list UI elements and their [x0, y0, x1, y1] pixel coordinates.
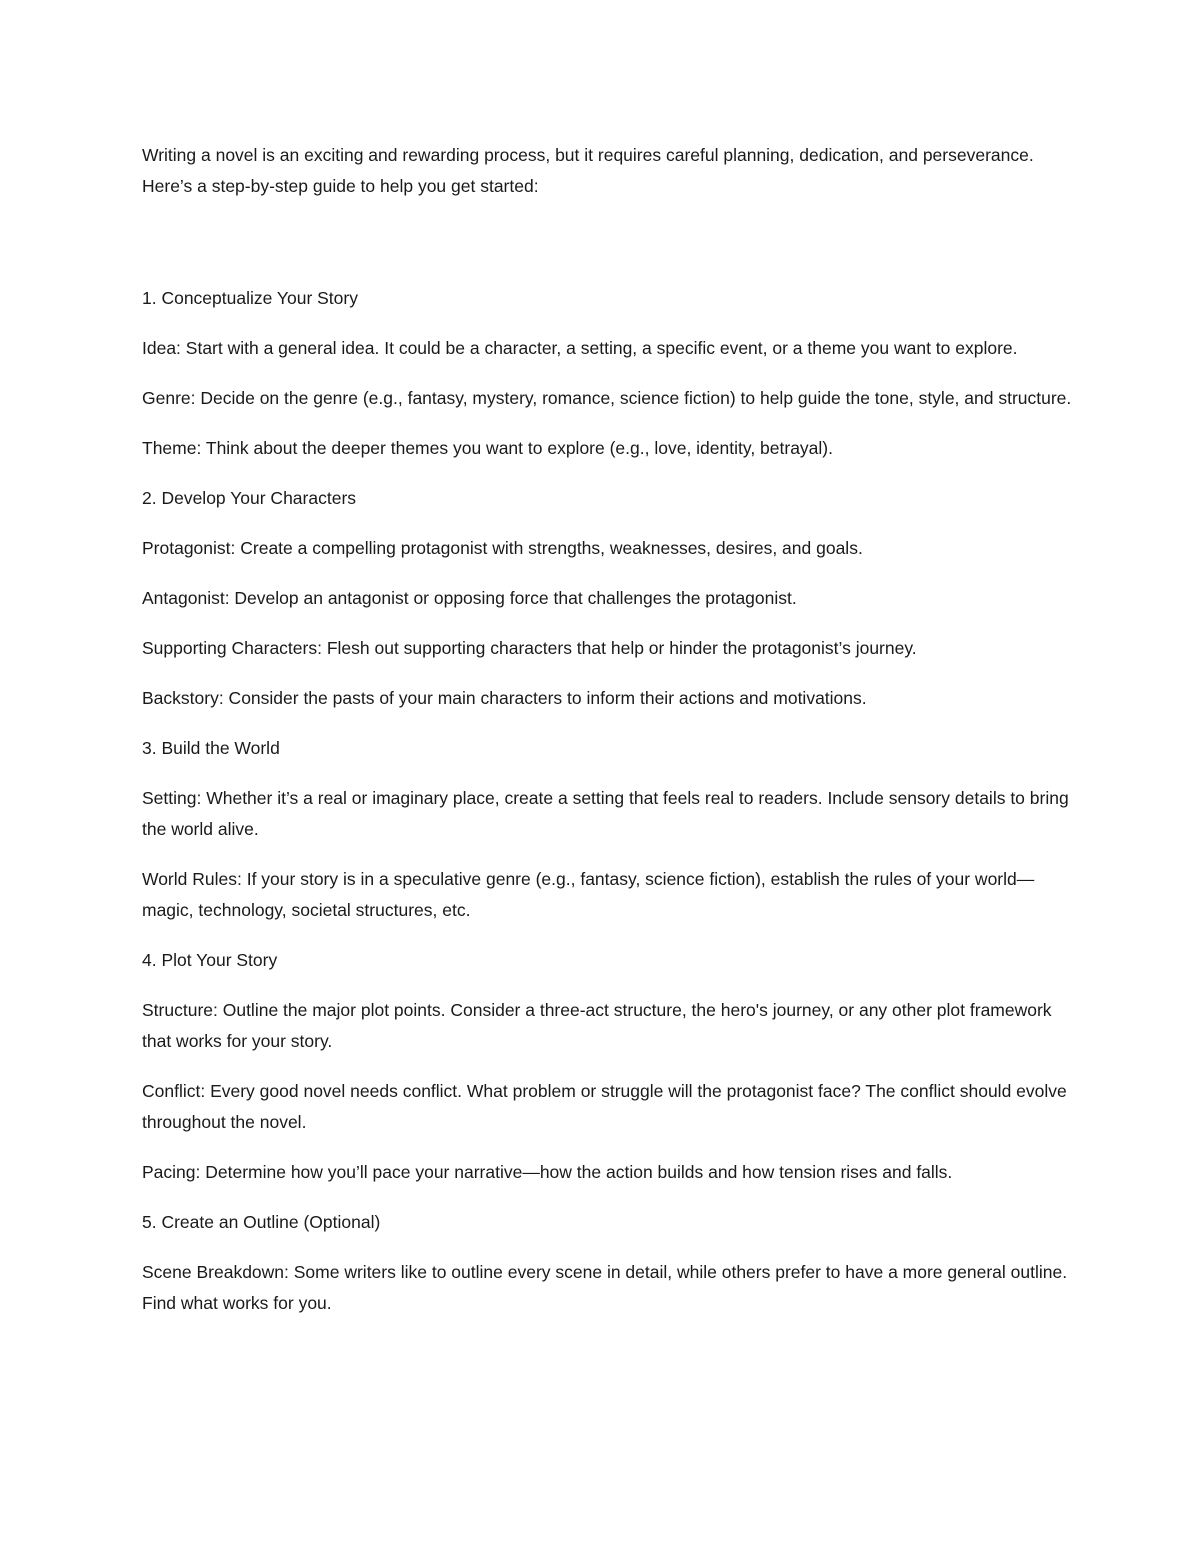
- paragraph-pacing: Pacing: Determine how you’ll pace your narrative—how the action builds and how tension rises and falls.: [142, 1162, 953, 1182]
- paragraph-idea: Idea: Start with a general idea. It could be a character, a setting, a specific event, or a theme you want to explore.: [142, 338, 1018, 358]
- paragraph-conflict: Conflict: Every good novel needs conflict. What problem or struggle will the protagonist face? The conflict should evolve throughout the novel.: [142, 1081, 1067, 1132]
- paragraph-backstory: Backstory: Consider the pasts of your main characters to inform their actions and motivations.: [142, 688, 867, 708]
- paragraph-supporting-characters: Supporting Characters: Flesh out supporting characters that help or hinder the protagonist’s journey.: [142, 638, 917, 658]
- section-heading-conceptualize: 1. Conceptualize Your Story: [142, 288, 358, 308]
- document-body: [142, 140, 1072, 1338]
- paragraph-protagonist: Protagonist: Create a compelling protagonist with strengths, weaknesses, desires, and goals.: [142, 538, 863, 558]
- paragraph-setting: Setting: Whether it’s a real or imaginary place, create a setting that feels real to readers. Include sensory details to bring the world alive.: [142, 788, 1069, 839]
- section-heading-characters: 2. Develop Your Characters: [142, 488, 357, 508]
- paragraph-scene-breakdown: Scene Breakdown: Some writers like to outline every scene in detail, while others prefer to have a more general outline. Find what works for you.: [142, 1262, 1068, 1313]
- paragraph-theme: Theme: Think about the deeper themes you want to explore (e.g., love, identity, betrayal).: [142, 438, 833, 458]
- section-heading-outline: 5. Create an Outline (Optional): [142, 1212, 381, 1232]
- paragraph-genre: Genre: Decide on the genre (e.g., fantasy, mystery, romance, science fiction) to help guide the tone, style, and structure.: [142, 388, 1072, 408]
- paragraph-antagonist: Antagonist: Develop an antagonist or opposing force that challenges the protagonist.: [142, 588, 797, 608]
- intro-paragraph: Writing a novel is an exciting and rewarding process, but it requires careful planning, dedication, and perseverance. Here’s a step-by-step guide to help you get started:: [142, 145, 1034, 196]
- paragraph-world-rules: World Rules: If your story is in a speculative genre (e.g., fantasy, science fiction), establish the rules of your world—magic, technology, societal structures, etc.: [142, 869, 1035, 920]
- paragraph-structure: Structure: Outline the major plot points. Consider a three-act structure, the hero's journey, or any other plot framework that works for your story.: [142, 1000, 1052, 1051]
- section-heading-world: 3. Build the World: [142, 738, 280, 758]
- section-heading-plot: 4. Plot Your Story: [142, 950, 278, 970]
